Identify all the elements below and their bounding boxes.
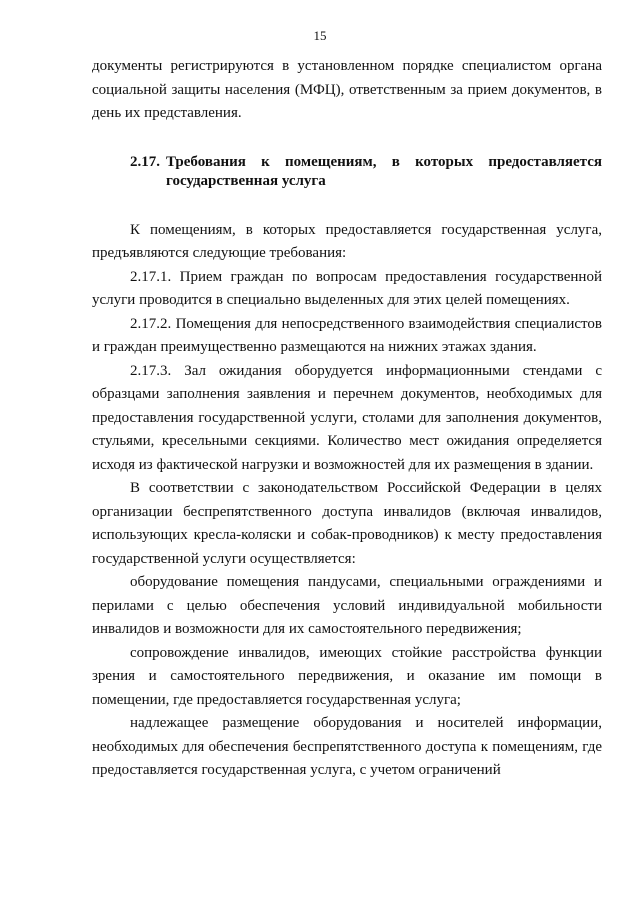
paragraph-placement: надлежащее размещение оборудования и носителей информации, необходимых для обеспечения беспрепятственного доступа к помещениям, где предоставляется государственная услуга, с учетом ограничений (92, 715, 602, 778)
section-heading (92, 153, 602, 191)
section-number: 2.17. (130, 153, 160, 170)
paragraph-equipment: оборудование помещения пандусами, специальными ограждениями и перилами с целью обеспечения условий индивидуальной мобильности инвалидов и возможности для их самостоятельного передвижения; (92, 574, 602, 637)
page-content (92, 55, 602, 783)
paragraph-accessibility: В соответствии с законодательством Российской Федерации в целях организации беспрепятственного доступа инвалидов (включая инвалидов, использующих кресла-коляски и собак-проводников) к месту предоставления государственной услуги осуществляется: (92, 480, 602, 567)
paragraph-2-17-2: 2.17.2. Помещения для непосредственного взаимодействия специалистов и граждан преимущественно размещаются на нижних этажах здания. (92, 315, 602, 355)
section-title: Требования к помещениям, в которых предоставляется государственная услуга (166, 153, 602, 189)
paragraph-escort: сопровождение инвалидов, имеющих стойкие расстройства функции зрения и самостоятельного передвижения, и оказание им помощи в помещении, где предоставляется государственная услуга; (92, 644, 602, 708)
page-number: 15 (313, 28, 327, 43)
paragraph-continuation: документы регистрируются в установленном порядке специалистом органа социальной защиты населения (МФЦ), ответственным за прием документов, в день их представления. (92, 58, 602, 121)
paragraph-2-17-3: 2.17.3. Зал ожидания оборудуется информационными стендами с образцами заполнения заявления и перечнем документов, необходимых для предоставления государственной услуги, столами для заполнения документов, стульями, кресельными секциями. Количество мест ожидания определяется исходя из фактической нагрузки и возможностей для их размещения в здании. (92, 362, 602, 473)
paragraph-intro: К помещениям, в которых предоставляется государственная услуга, предъявляются следующие требования: (92, 221, 602, 261)
paragraph-2-17-1: 2.17.1. Прием граждан по вопросам предоставления государственной услуги проводится в специально выделенных для этих целей помещениях. (92, 268, 602, 308)
